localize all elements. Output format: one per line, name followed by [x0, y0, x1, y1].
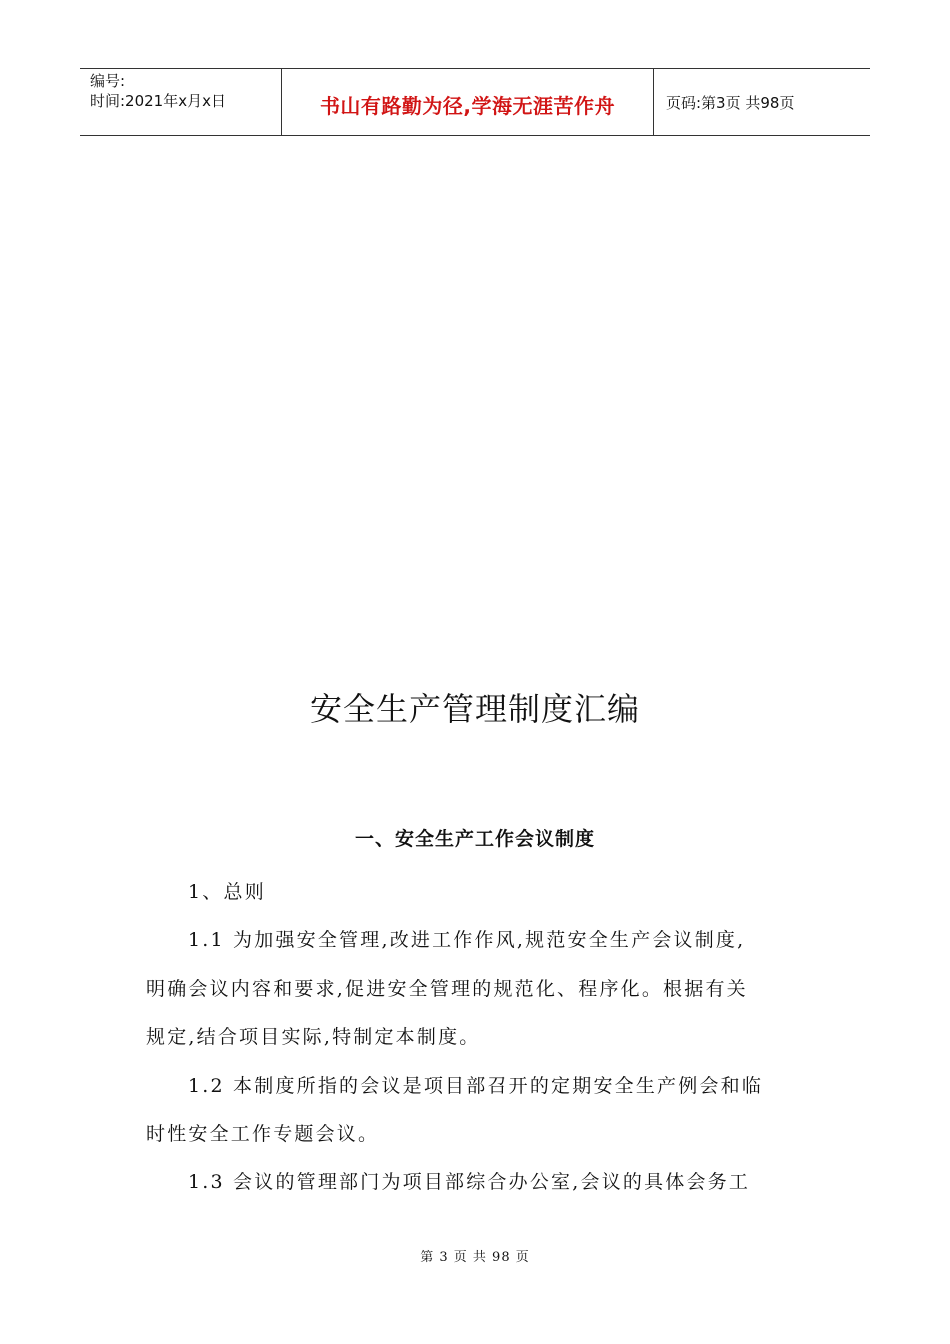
paragraph-line: 1.2 本制度所指的会议是项目部召开的定期安全生产例会和临 — [188, 1074, 764, 1097]
paragraph-line: 规定,结合项目实际,特制定本制度。 — [146, 1026, 481, 1049]
document-title: 安全生产管理制度汇编 — [309, 690, 640, 728]
page-info: 页码:第3页 共98页 — [666, 93, 795, 112]
header-page-cell — [654, 69, 870, 135]
time-label: 时间:2021年x月x日 — [90, 92, 226, 110]
paragraph-line: 1、总则 — [188, 881, 266, 903]
body-text — [146, 868, 826, 1207]
section-title: 一、安全生产工作会议制度 — [354, 828, 595, 850]
paragraph-line: 1.3 会议的管理部门为项目部综合办公室,会议的具体会务工 — [188, 1171, 751, 1194]
paragraph-line: 1.1 为加强安全管理,改进工作作风,规范安全生产会议制度, — [188, 929, 746, 952]
number-label: 编号: — [90, 72, 126, 90]
paragraph-line: 时性安全工作专题会议。 — [146, 1123, 380, 1146]
motto-text: 书山有路勤为径,学海无涯苦作舟 — [319, 93, 616, 118]
paragraph-line: 明确会议内容和要求,促进安全管理的规范化、程序化。根据有关 — [146, 977, 748, 1000]
document-header — [80, 68, 870, 136]
header-meta-cell — [80, 69, 282, 135]
page-footer: 第 3 页 共 98 页 — [420, 1250, 530, 1265]
header-motto-cell — [282, 69, 654, 135]
